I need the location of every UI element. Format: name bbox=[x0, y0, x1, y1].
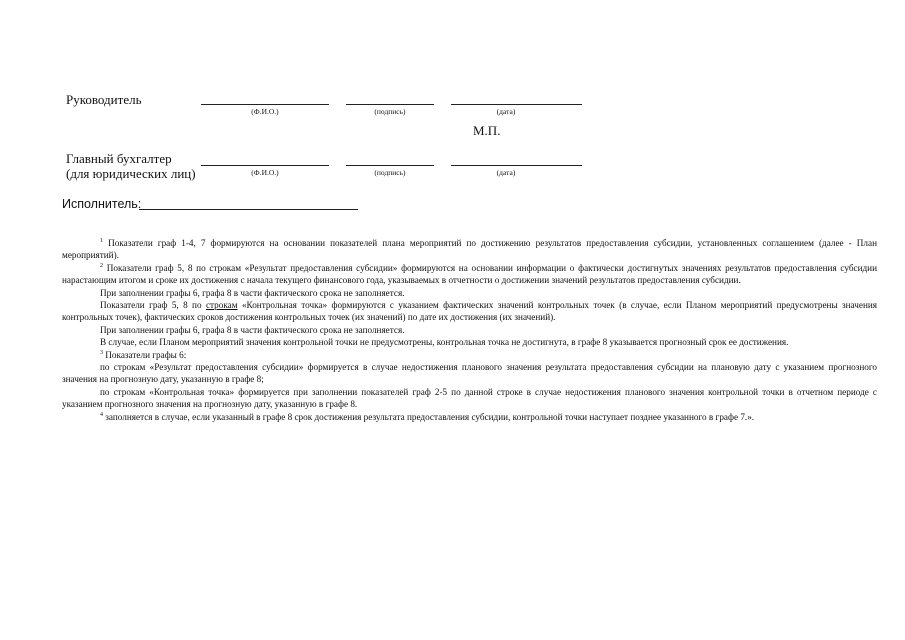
accountant-sublabel: (для юридических лиц) bbox=[66, 166, 196, 181]
footnote-4-mark: 4 bbox=[100, 411, 103, 418]
accountant-signature-line bbox=[346, 165, 434, 166]
graph6-note-a: При заполнении графы 6, графа 8 в части фактического срока не заполняется. bbox=[100, 287, 405, 298]
accountant-date-line bbox=[451, 165, 582, 166]
executor-label: Исполнитель: bbox=[62, 197, 142, 211]
stamp-mark: М.П. bbox=[473, 123, 501, 138]
footnote-2-mark: 2 bbox=[100, 262, 103, 269]
footnote-3 bbox=[62, 349, 877, 361]
director-date-line bbox=[451, 104, 582, 105]
director-date-caption: (дата) bbox=[496, 107, 516, 116]
control-point-prefix: Показатели граф 5, 8 по bbox=[100, 300, 202, 311]
footnote-1 bbox=[62, 237, 877, 262]
footnote-4 bbox=[62, 411, 877, 423]
forecast-note: В случае, если Планом мероприятий значения контрольной точки не предусмотрены, контрольная точка не достигнута, в графе 8 указывается прогнозный срок ее достижения. bbox=[100, 337, 789, 348]
control-point-rest: «Контрольная точка» формируются с указанием фактических значений контрольных точек (в случае, если Планом мероприятий предусмотрены значения контрольных точек), фактических сроков достижения контрольных точек (их значений) по дате их достижения (их значений). bbox=[62, 300, 878, 323]
footnote-3-mark: 3 bbox=[100, 349, 103, 356]
footnote-3-item-b: по строкам «Контрольная точка» формируется при заполнении показателей граф 2-5 по данной строке в случае недостижения планового значения контрольной точки в отчетном периоде с указанием прогнозного значения на прогнозную дату, указанную в графе 8. bbox=[62, 386, 877, 410]
accountant-date-caption: (дата) bbox=[496, 168, 516, 177]
director-signature-caption: (подпись) bbox=[374, 107, 406, 116]
footnote-2 bbox=[62, 262, 877, 287]
accountant-signature-caption: (подпись) bbox=[374, 168, 406, 177]
accountant-name-line bbox=[201, 165, 329, 166]
accountant-name-caption: (Ф.И.О.) bbox=[251, 168, 279, 177]
graph6-note-b: При заполнении графы 6, графа 8 в части фактического срока не заполняется. bbox=[100, 324, 405, 335]
footnote-1-mark: 1 bbox=[100, 238, 103, 244]
executor-line bbox=[139, 209, 358, 210]
control-point-note bbox=[62, 299, 877, 324]
control-point-underlined: строкам bbox=[205, 300, 238, 311]
footnote-1-text: Показатели граф 1-4, 7 формируются на основании показателей плана мероприятий по достижению результатов предоставления субсидии, установленных соглашением (далее - План мероприятий). bbox=[62, 238, 877, 261]
director-signature-line bbox=[346, 104, 434, 105]
director-name-caption: (Ф.И.О.) bbox=[251, 107, 279, 116]
footnote-4-text: заполняется в случае, если указанный в графе 8 срок достижения результата предоставления субсидии, контрольной точки наступает позднее указанного в графе 7.». bbox=[105, 411, 755, 422]
footnote-2-text: Показатели граф 5, 8 по строкам «Результат предоставления субсидии» формируются на основании информации о фактически достигнутых значениях результатов предоставления субсидии нарастающим итогом и сроке их достижения с начала текущего финансового года, указываемых в отчетности о достижении значений результатов предоставления субсидии. bbox=[62, 262, 878, 286]
accountant-label: Главный бухгалтер bbox=[66, 151, 172, 166]
director-label: Руководитель bbox=[66, 92, 142, 107]
footnotes bbox=[62, 237, 877, 423]
footnote-3-item-a: по строкам «Результат предоставления субсидии» формируется в случае недостижения планового значения результата предоставления субсидии на плановую дату с указанием прогнозного значения на прогнозную дату, указанную в графе 8; bbox=[62, 362, 877, 385]
footnote-3-text: Показатели графы 6: bbox=[105, 349, 187, 360]
director-name-line bbox=[201, 104, 329, 105]
